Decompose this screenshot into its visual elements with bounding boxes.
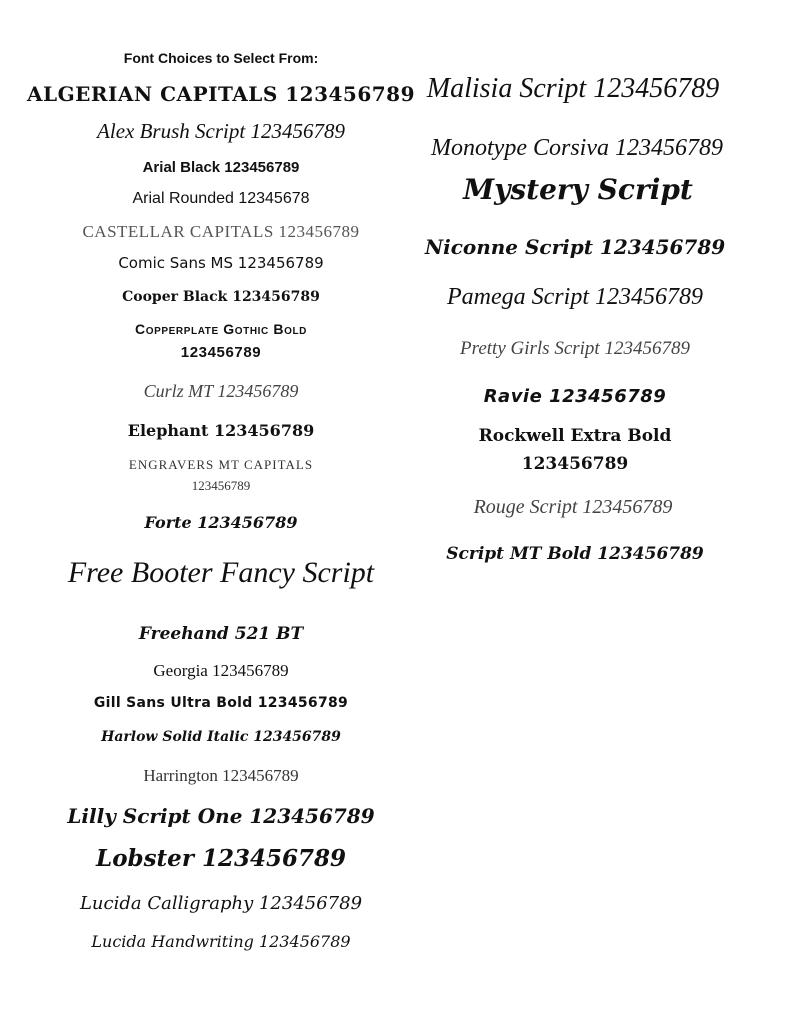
font-sample-lilly-script: Lilly Script One 123456789 — [67, 804, 375, 828]
font-sample-harlow: Harlow Solid Italic 123456789 — [101, 729, 341, 745]
font-sample-engravers-line2: 123456789 — [191, 478, 251, 493]
font-sample-rouge: Rouge Script 123456789 — [473, 496, 673, 518]
font-sample-malisia: Malisia Script 123456789 — [426, 73, 720, 104]
font-sample-mystery: Mystery Script — [463, 173, 693, 206]
font-sample-copperplate-line1: Copperplate Gothic Bold — [135, 321, 307, 337]
font-sample-monotype-corsiva: Monotype Corsiva 123456789 — [431, 135, 723, 161]
font-sample-script-mt: Script MT Bold 123456789 — [446, 544, 704, 564]
font-sample-engravers-line1: ENGRAVERS MT CAPITALS — [128, 457, 314, 472]
font-sample-lucida-calligraphy: Lucida Calligraphy 123456789 — [79, 893, 363, 914]
font-sample-castellar: CASTELLAR CAPITALS 123456789 — [82, 222, 360, 241]
font-sample-curlz: Curlz MT 123456789 — [143, 381, 299, 401]
font-sample-lobster: Lobster 123456789 — [96, 845, 346, 872]
font-sample-harrington: Harrington 123456789 — [143, 766, 299, 785]
font-sample-algerian: ALGERIAN CAPITALS 123456789 — [27, 82, 415, 106]
font-sample-alex-brush: Alex Brush Script 123456789 — [97, 119, 345, 143]
font-sample-forte: Forte 123456789 — [144, 513, 298, 532]
font-sample-gill-sans: Gill Sans Ultra Bold 123456789 — [93, 695, 349, 711]
font-sample-arial-black: Arial Black 123456789 — [142, 159, 300, 176]
font-sample-free-booter: Free Booter Fancy Script — [67, 556, 375, 589]
font-sample-copperplate-line2: 123456789 — [180, 344, 262, 361]
font-sample-arial-rounded: Arial Rounded 12345678 — [132, 190, 310, 207]
font-sample-cooper-black: Cooper Black 123456789 — [122, 289, 320, 305]
font-sample-georgia: Georgia 123456789 — [153, 661, 289, 680]
font-sample-lucida-handwriting: Lucida Handwriting 123456789 — [91, 932, 351, 951]
font-sample-freehand: Freehand 521 BT — [138, 624, 304, 644]
font-sample-comic-sans: Comic Sans MS 123456789 — [118, 254, 324, 272]
font-sample-ravie: Ravie 123456789 — [483, 386, 667, 407]
font-sample-pamega: Pamega Script 123456789 — [447, 284, 703, 310]
font-sample-rockwell-line2: 123456789 — [521, 454, 629, 474]
font-sample-elephant: Elephant 123456789 — [127, 421, 315, 440]
font-sample-pretty-girls: Pretty Girls Script 123456789 — [460, 338, 690, 359]
font-sample-niconne: Niconne Script 123456789 — [424, 235, 726, 259]
font-sample-rockwell-line1: Rockwell Extra Bold — [478, 426, 672, 446]
page-heading: Font Choices to Select From: — [123, 50, 319, 66]
